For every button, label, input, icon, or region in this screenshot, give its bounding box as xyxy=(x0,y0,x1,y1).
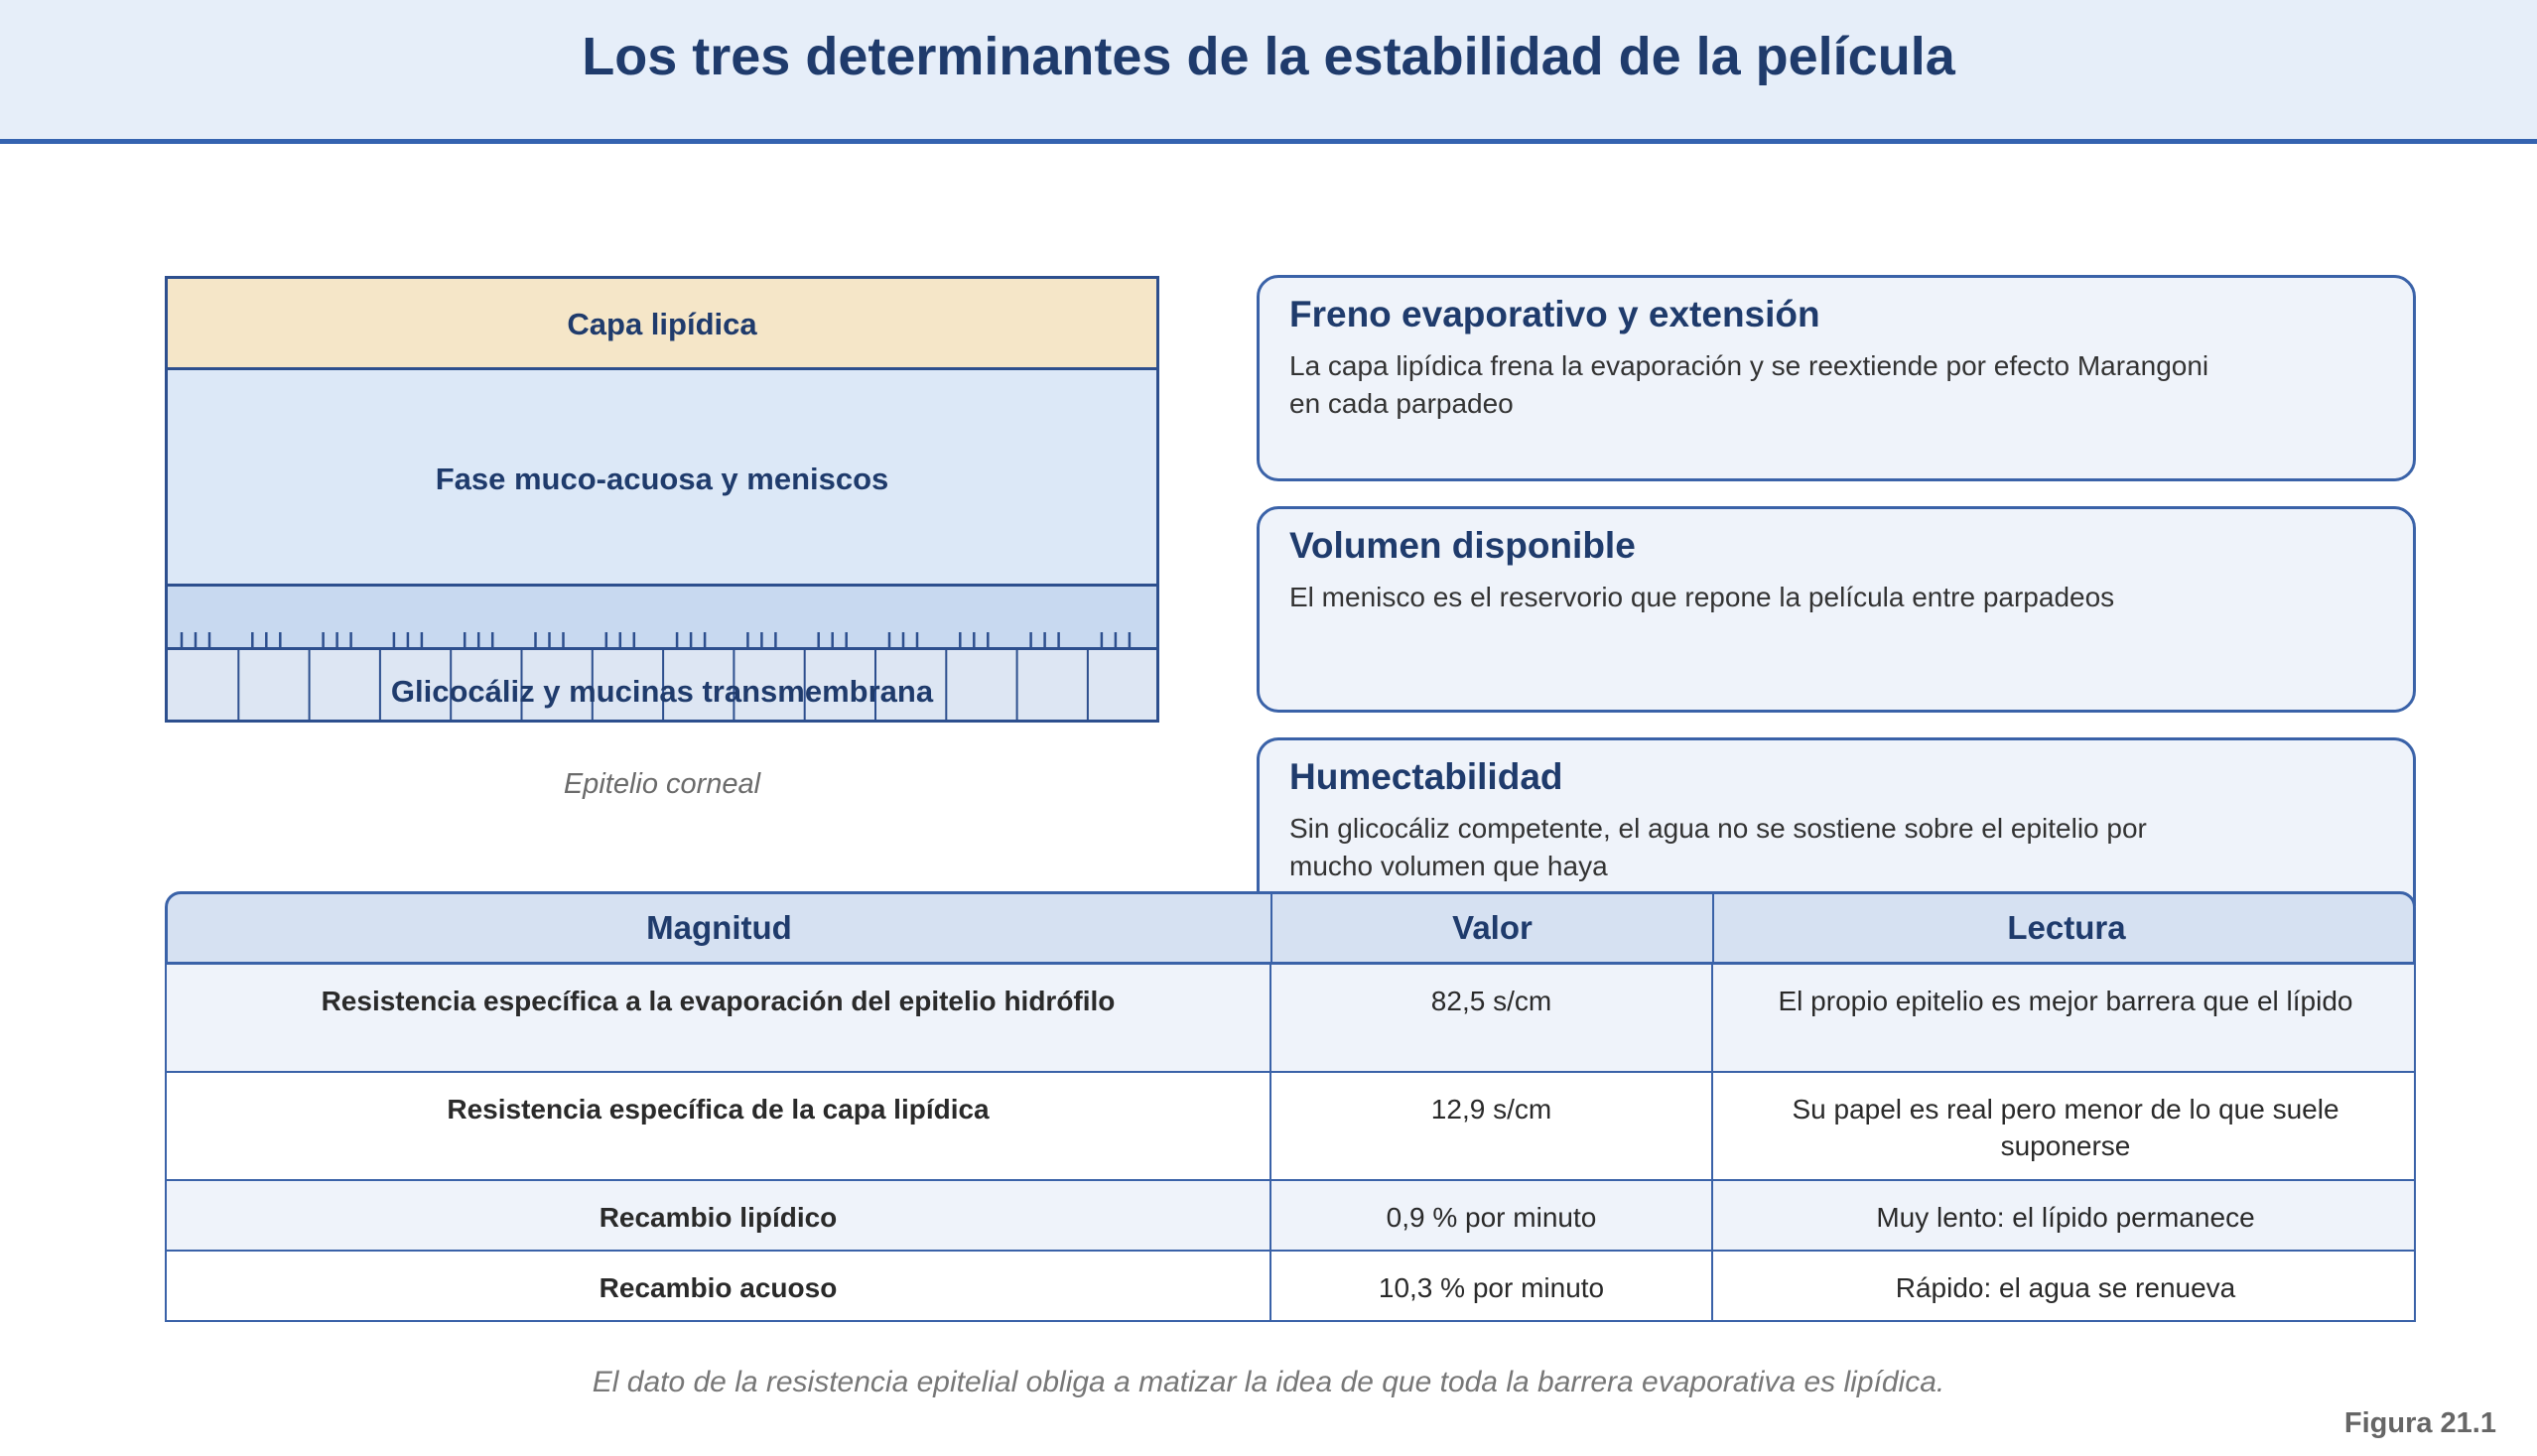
card-body-line: Sin glicocáliz competente, el agua no se sostiene sobre el epitelio por xyxy=(1289,813,2147,844)
lipid-layer xyxy=(168,279,1156,370)
aqueous-layer xyxy=(168,370,1156,587)
cell-valor: 0,9 % por minuto xyxy=(1269,1181,1711,1250)
card-body-line: La capa lipídica frena la evaporación y se reextiende por efecto Marangoni xyxy=(1289,350,2209,381)
cell-magnitud: Resistencia específica a la evaporación del epitelio hidrófilo xyxy=(321,986,1116,1016)
cell-valor: 10,3 % por minuto xyxy=(1269,1252,1711,1320)
cell-lectura: Su papel es real pero menor de lo que suele suponerse xyxy=(1711,1073,2418,1179)
footnote: El dato de la resistencia epitelial obliga a matizar la idea de que toda la barrera evaporativa es lipídica. xyxy=(592,1366,1945,1398)
card-body xyxy=(1289,810,2282,885)
mucin-ticks xyxy=(168,587,1156,647)
epithelium-caption: Epitelio corneal xyxy=(563,768,761,800)
cell-lectura: Rápido: el agua se renueva xyxy=(1711,1252,2418,1320)
tear-film-diagram xyxy=(165,276,1159,723)
aqueous-layer-label: Fase muco-acuosa y meniscos xyxy=(435,462,889,496)
header-bar xyxy=(0,0,2537,144)
table-row xyxy=(165,1181,2416,1252)
column-header-valor: Valor xyxy=(1270,894,1712,962)
table-row xyxy=(165,965,2416,1073)
card-evaporative-brake xyxy=(1257,275,2416,481)
table-row xyxy=(165,1252,2416,1322)
table-row xyxy=(165,1073,2416,1181)
card-wettability xyxy=(1257,737,2416,906)
cell-magnitud: Recambio lipídico xyxy=(599,1202,838,1233)
glycocalyx-layer xyxy=(168,587,1156,650)
cell-magnitud: Resistencia específica de la capa lipídica xyxy=(447,1094,990,1125)
cell-lectura: Muy lento: el lípido permanece xyxy=(1711,1181,2418,1250)
card-title: Volumen disponible xyxy=(1289,525,1636,566)
cell-magnitud: Recambio acuoso xyxy=(599,1272,838,1303)
lipid-layer-label: Capa lipídica xyxy=(567,307,757,341)
card-body xyxy=(1289,579,2282,616)
table-header xyxy=(165,891,2416,965)
column-header-lectura: Lectura xyxy=(1712,894,2419,962)
glycocalyx-layer-label: Glicocáliz y mucinas transmembrana xyxy=(390,674,934,709)
card-body xyxy=(1289,347,2282,423)
card-available-volume xyxy=(1257,506,2416,713)
card-body-line: El menisco es el reservorio que repone la película entre parpadeos xyxy=(1289,582,2115,612)
card-body-line: mucho volumen que haya xyxy=(1289,851,1608,881)
column-header-magnitud: Magnitud xyxy=(646,909,792,946)
card-title: Humectabilidad xyxy=(1289,756,1563,797)
cell-valor: 82,5 s/cm xyxy=(1269,965,1711,1071)
card-title: Freno evaporativo y extensión xyxy=(1289,294,1820,334)
card-body-line: en cada parpadeo xyxy=(1289,388,1514,419)
cell-valor: 12,9 s/cm xyxy=(1269,1073,1711,1179)
cell-lectura: El propio epitelio es mejor barrera que el lípido xyxy=(1711,965,2418,1071)
figure-label: Figura 21.1 xyxy=(2343,1407,2496,1439)
data-table xyxy=(165,891,2416,1322)
page-title: Los tres determinantes de la estabilidad de la película xyxy=(582,27,1955,86)
